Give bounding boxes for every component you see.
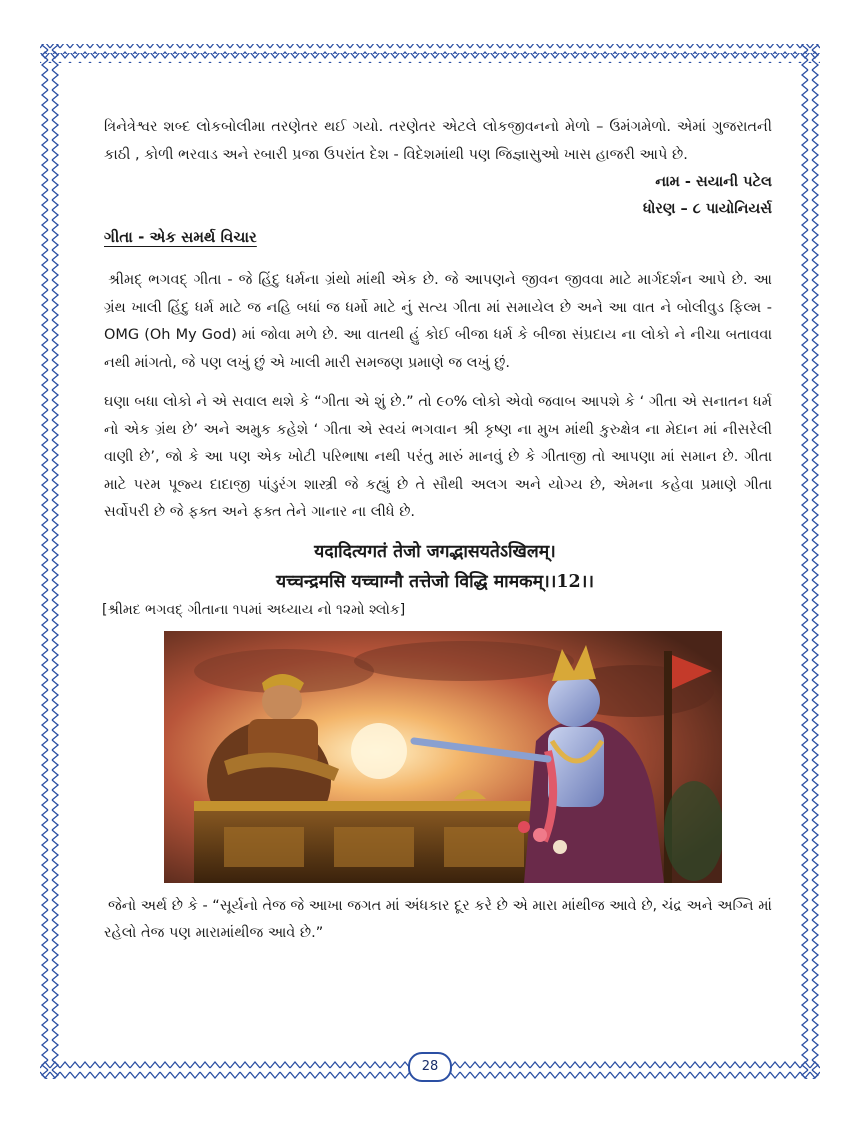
shloka-line-1: यदादित्यगतं तेजो जगद्भासयतेऽखिलम्। — [314, 541, 556, 562]
article-title: ગીતા - એક સમર્થ વિચાર — [104, 228, 257, 246]
page-content — [104, 114, 772, 948]
shloka-line-2: यच्चन्द्रमसि यच्चाग्नौ तत्तेजो विद्धि मामकम्।।12।। — [276, 571, 594, 592]
author-class: ધોરણ – ૮ પાયોનિયર્સ — [643, 201, 772, 217]
intro-paragraph: ત્રિનેત્રેશ્વર શબ્દ લોકબોલીમા તરણેતર થઈ ગયો. તરણેતર એટલે લોકજીવનનો મેળો – ઉમંગમેળો. એમાં ગુજરાતની કાઠી , કોળી ભરવાડ અને રબારી પ્રજા ઉપરાંત દેશ - વિદેશમાંથી પણ જિજ્ઞાસુઓ ખાસ હાજરી આપે છે. — [104, 119, 772, 163]
shloka-reference: [શ્રીમદ ભગવદ્ ગીતાના ૧૫માં અધ્યાય નો ૧૨મો શ્લોક] — [102, 601, 406, 618]
shloka-meaning: જેનો અર્થ છે કે - “સૂર્યનો તેજ જે આખા જગત માં અંધકાર દૂર કરે છે એ મારા માંથીજ આવે છે, ચંદ્ર અને અગ્નિ માં રહેલો તેજ પણ મારામાંથીજ આવે છે.” — [104, 897, 772, 941]
article-paragraph-2: ઘણા બધા લોકો ને એ સવાલ થશે કે “ગીતા એ શું છે.” તો ૯૦% લોકો એવો જવાબ આપશે કે ‘ ગીતા એ સનાતન ધર્મ નો એક ગ્રંથ છે’ અને અમુક કહેશે ‘ ગીતા એ સ્વયં ભગવાન શ્રી કૃષ્ણ ના મુખ માંથી કુરુક્ષેત્ર ના મેદાન માં નીસરેલી વાણી છે’, જો કે આ પણ એક ખોટી પરિભાષા નથી પરંતુ મારું માનવું છે કે ગીતાજી તો આપણા માં સમાન છે. ગીતા માટે પરમ પૂજ્ય દાદાજી પાંડુરંગ શાસ્ત્રી જે કહ્યું છે તે સૌથી અલગ અને યોગ્ય છે, એમના કહેવા પ્રમાણે ગીતા સર્વોપરી છે જે ફક્ત અને ફક્ત તેને ગાનાર ના લીધે છે. — [104, 394, 772, 520]
krishna-arjuna-painting — [164, 631, 722, 883]
page-number: 28 — [408, 1052, 452, 1082]
article-paragraph-1: શ્રીમદ્ ભગવદ્ ગીતા - જે હિંદુ ધર્મના ગ્રંથો માંથી એક છે. જે આપણને જીવન જીવવા માટે માર્ગદર્શન આપે છે. આ ગ્રંથ ખાલી હિંદુ ધર્મ માટે જ નહિ બધાં જ ધર્મો માટે નું સત્ય ગીતા માં સમાયેલ છે અને આ વાત ને બોલીવુડ ફિલ્મ - OMG (Oh My God) માં જોવા મળે છે. આ વાતથી હું કોઈ બીજા ધર્મ કે બીજા સંપ્રદાય ના લોકો ને નીચા બતાવવા નથી માંગતો, જે પણ લખું છું એ ખાલી મારી સમજણ પ્રમાણે જ લખું છું. — [104, 272, 772, 371]
author-name: નામ - સયાની પટેલ — [655, 174, 772, 190]
